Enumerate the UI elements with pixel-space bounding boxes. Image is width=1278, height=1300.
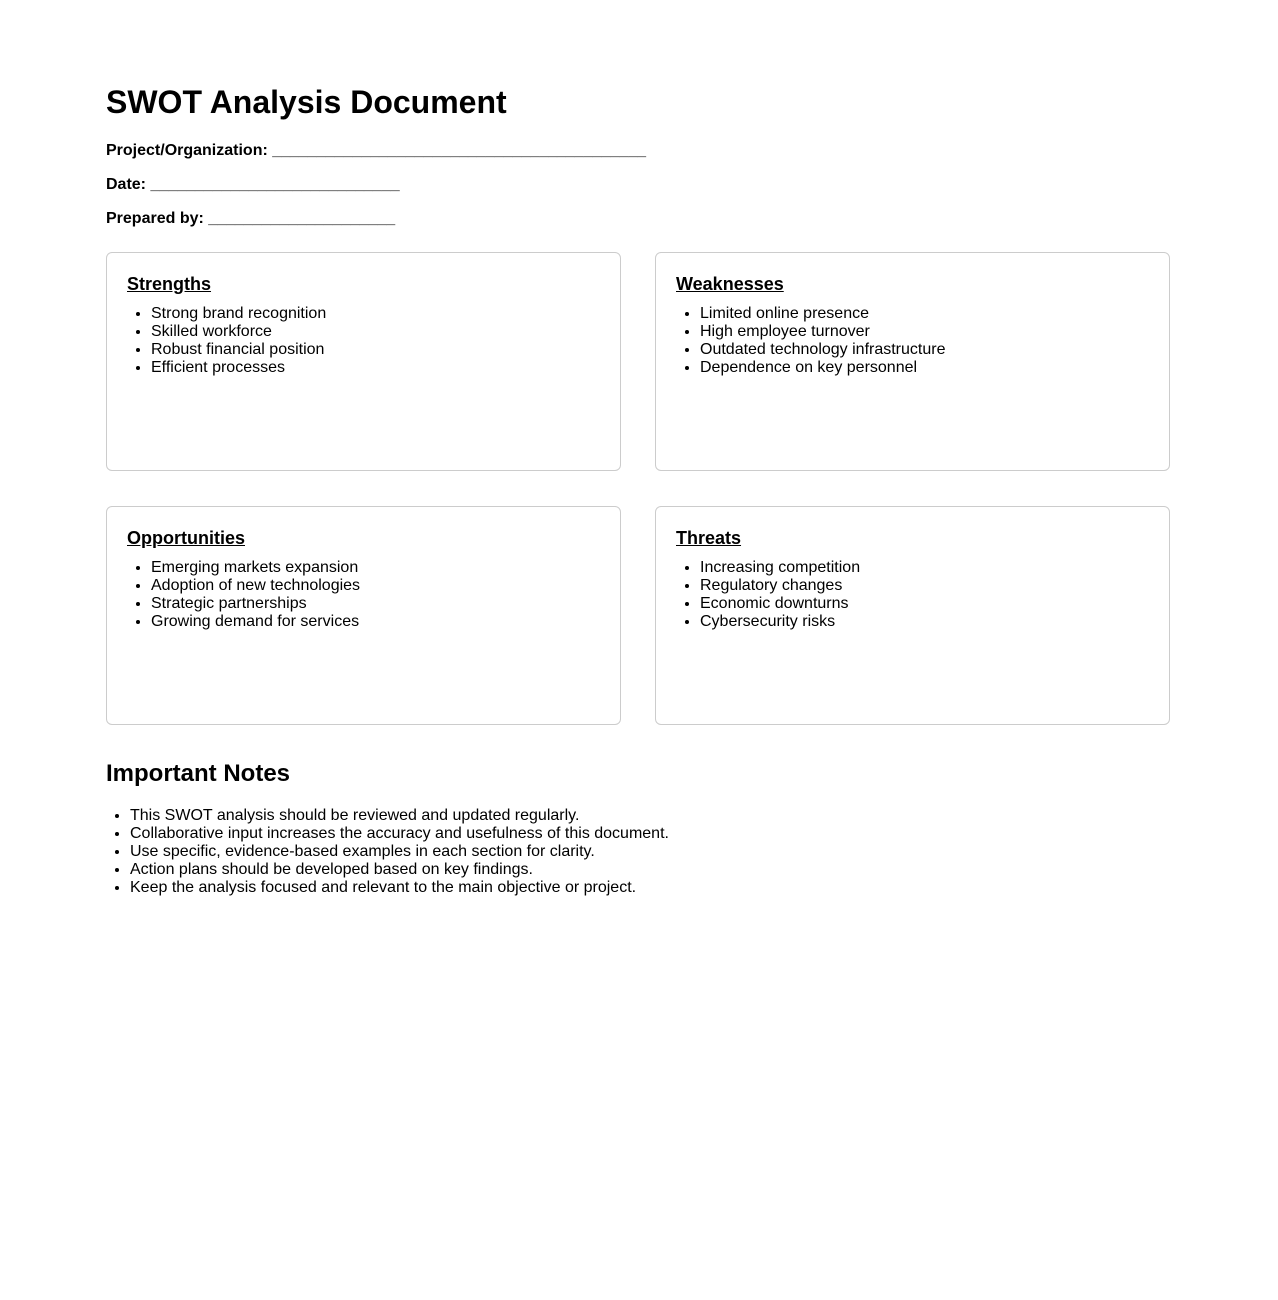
date-blank: ____________________________	[150, 176, 400, 193]
document-title: SWOT Analysis Document	[106, 84, 507, 120]
strengths-item: • Efficient processes	[151, 359, 326, 377]
weaknesses-item: • High employee turnover	[700, 323, 945, 341]
project-organization-field	[106, 141, 646, 161]
weaknesses-item: • Limited online presence	[700, 305, 945, 323]
weaknesses-box	[655, 252, 1170, 471]
date-field	[106, 175, 400, 195]
prepared-by-blank: _____________________	[208, 210, 396, 227]
prepared-by-field	[106, 209, 395, 229]
opportunities-item: • Strategic partnerships	[151, 595, 360, 613]
threats-box	[655, 506, 1170, 725]
threats-item: • Economic downturns	[700, 595, 860, 613]
threats-heading: Threats	[676, 528, 742, 548]
weaknesses-list	[676, 305, 945, 377]
note-item: • Use specific, evidence-based examples in each section for clarity.	[130, 843, 669, 861]
strengths-list	[127, 305, 326, 377]
opportunities-item: • Growing demand for services	[151, 613, 360, 631]
note-item: • Action plans should be developed based on key findings.	[130, 861, 669, 879]
prepared-by-label: Prepared by:	[106, 210, 204, 227]
important-notes-heading: Important Notes	[106, 760, 291, 787]
threats-list	[676, 559, 860, 631]
weaknesses-item: • Dependence on key personnel	[700, 359, 945, 377]
date-label: Date:	[106, 176, 147, 193]
important-notes-list	[106, 807, 669, 897]
opportunities-heading: Opportunities	[127, 528, 245, 548]
weaknesses-heading: Weaknesses	[676, 274, 784, 294]
project-organization-label: Project/Organization:	[106, 142, 268, 159]
threats-item: • Cybersecurity risks	[700, 613, 860, 631]
threats-item: • Increasing competition	[700, 559, 860, 577]
strengths-item: • Skilled workforce	[151, 323, 326, 341]
weaknesses-item: • Outdated technology infrastructure	[700, 341, 945, 359]
note-item: • Keep the analysis focused and relevant to the main objective or project.	[130, 879, 669, 897]
strengths-heading: Strengths	[127, 274, 212, 294]
strengths-item: • Strong brand recognition	[151, 305, 326, 323]
opportunities-item: • Adoption of new technologies	[151, 577, 360, 595]
opportunities-list	[127, 559, 360, 631]
project-organization-blank: __________________________________________	[272, 142, 646, 159]
note-item: • Collaborative input increases the accuracy and usefulness of this document.	[130, 825, 669, 843]
threats-item: • Regulatory changes	[700, 577, 860, 595]
note-item: • This SWOT analysis should be reviewed and updated regularly.	[130, 807, 669, 825]
opportunities-item: • Emerging markets expansion	[151, 559, 360, 577]
strengths-box	[106, 252, 621, 471]
opportunities-box	[106, 506, 621, 725]
strengths-item: • Robust financial position	[151, 341, 326, 359]
